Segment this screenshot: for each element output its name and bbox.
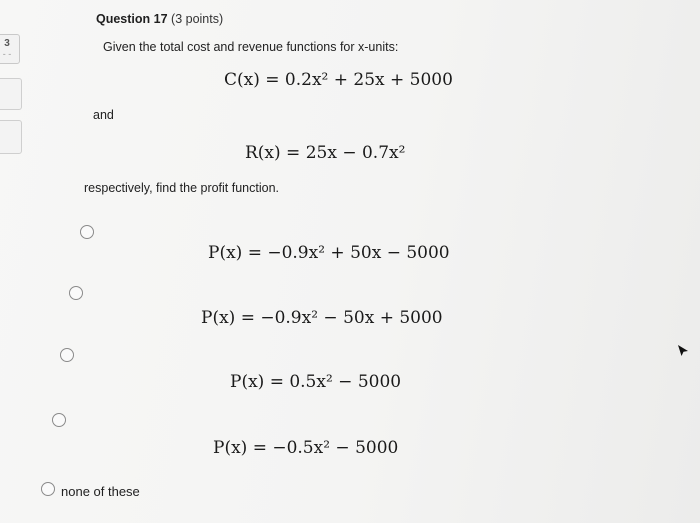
question-nav-current[interactable] bbox=[0, 34, 20, 64]
question-nav-dash: - - bbox=[2, 49, 12, 59]
question-nav-item[interactable] bbox=[0, 120, 22, 154]
question-nav-strip bbox=[0, 0, 22, 523]
revenue-function: R(x) = 25x − 0.7x² bbox=[245, 143, 406, 163]
question-nav-item[interactable] bbox=[0, 78, 22, 110]
option-5-radio[interactable] bbox=[41, 482, 55, 496]
question-title: Question 17 bbox=[96, 12, 168, 26]
question-instruction: respectively, find the profit function. bbox=[84, 181, 280, 195]
question-points: (3 points) bbox=[171, 12, 224, 26]
option-1-radio[interactable] bbox=[80, 225, 94, 239]
option-5-label[interactable]: none of these bbox=[61, 484, 140, 499]
option-2-radio[interactable] bbox=[69, 286, 83, 300]
question-prompt: Given the total cost and revenue functions for x-units: bbox=[103, 40, 399, 54]
option-1-label[interactable]: P(x) = −0.9x² + 50x − 5000 bbox=[208, 243, 450, 263]
question-header bbox=[96, 12, 223, 26]
option-3-label[interactable]: P(x) = 0.5x² − 5000 bbox=[230, 372, 402, 392]
option-4-radio[interactable] bbox=[52, 413, 66, 427]
option-4-label[interactable]: P(x) = −0.5x² − 5000 bbox=[213, 438, 399, 458]
option-3-radio[interactable] bbox=[60, 348, 74, 362]
option-2-label[interactable]: P(x) = −0.9x² − 50x + 5000 bbox=[201, 308, 443, 328]
connector-text: and bbox=[93, 108, 114, 122]
mouse-cursor-icon bbox=[676, 344, 690, 358]
cost-function: C(x) = 0.2x² + 25x + 5000 bbox=[224, 70, 453, 90]
question-nav-number: 3 bbox=[4, 38, 10, 49]
